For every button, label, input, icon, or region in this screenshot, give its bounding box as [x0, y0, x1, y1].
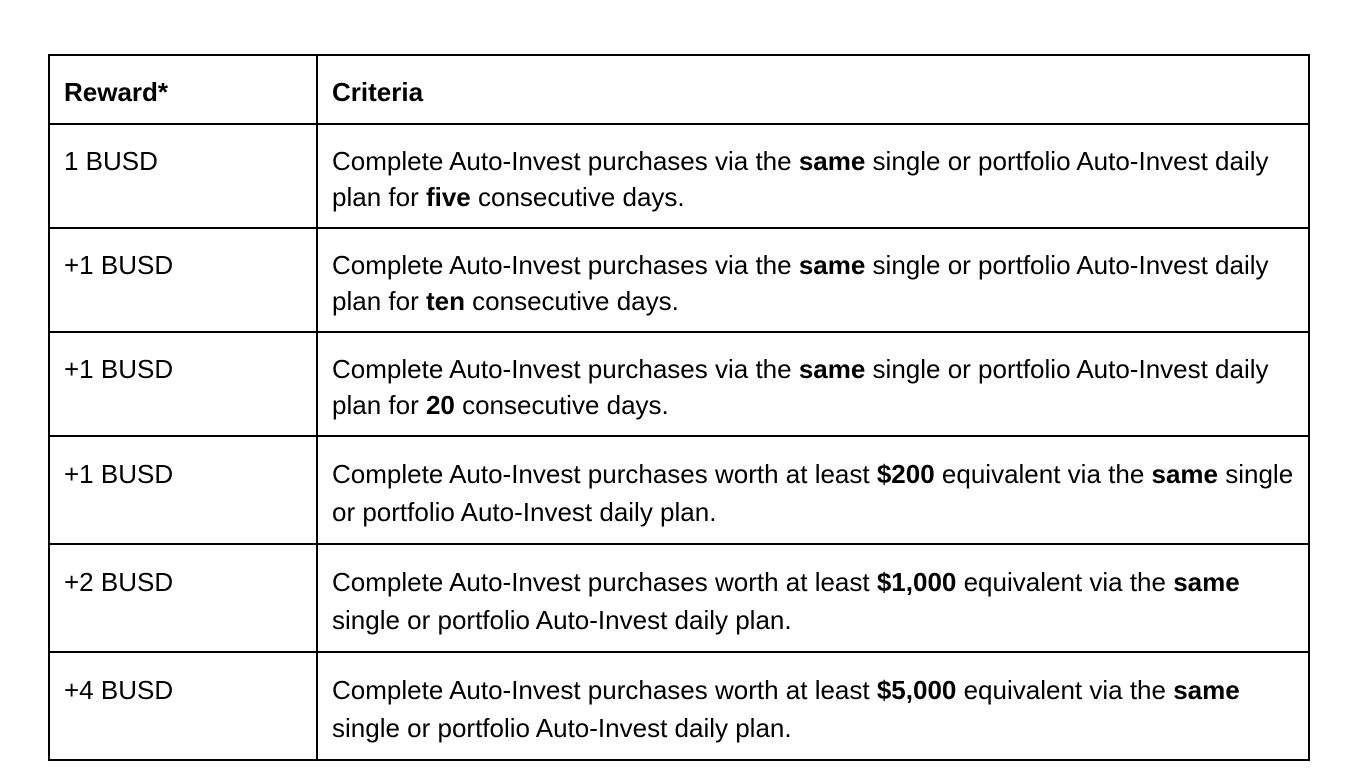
- criteria-cell: [317, 652, 1309, 760]
- criteria-emphasis: same: [798, 146, 866, 176]
- criteria-emphasis: $5,000: [876, 675, 957, 705]
- criteria-text: Complete Auto-Invest purchases via the: [332, 250, 799, 280]
- criteria-text: equivalent via the: [956, 675, 1174, 705]
- criteria-emphasis: $200: [876, 459, 935, 489]
- criteria-text: Complete Auto-Invest purchases worth at least: [332, 567, 877, 597]
- criteria-cell: [317, 228, 1309, 332]
- criteria-cell: [317, 544, 1309, 652]
- table-body: [49, 124, 1309, 760]
- criteria-emphasis: ten: [425, 286, 465, 316]
- table-row: [49, 124, 1309, 228]
- criteria-text: single or portfolio Auto-Invest daily plan for: [332, 146, 1269, 212]
- criteria-emphasis: five: [425, 182, 471, 212]
- criteria-cell: [317, 124, 1309, 228]
- criteria-emphasis: same: [1151, 459, 1218, 489]
- criteria-emphasis: same: [798, 354, 866, 384]
- table-row: [49, 652, 1309, 760]
- reward-cell: +4 BUSD: [49, 652, 317, 760]
- criteria-emphasis: same: [798, 250, 866, 280]
- criteria-text: consecutive days.: [464, 286, 679, 316]
- criteria-text: consecutive days.: [470, 182, 685, 212]
- criteria-text: single or portfolio Auto-Invest daily plan for: [332, 354, 1269, 420]
- criteria-cell: [317, 436, 1309, 544]
- criteria-cell: [317, 332, 1309, 436]
- criteria-text: consecutive days.: [454, 390, 669, 420]
- criteria-text: single or portfolio Auto-Invest daily plan.: [332, 459, 1294, 527]
- reward-cell: +1 BUSD: [49, 436, 317, 544]
- table-row: [49, 228, 1309, 332]
- rewards-table: [48, 54, 1310, 761]
- criteria-text: single or portfolio Auto-Invest daily plan.: [332, 713, 792, 743]
- table-header-row: [49, 55, 1309, 124]
- criteria-text: single or portfolio Auto-Invest daily plan for: [332, 250, 1269, 316]
- reward-cell: +2 BUSD: [49, 544, 317, 652]
- table-row: [49, 544, 1309, 652]
- header-criteria: Criteria: [317, 55, 1309, 124]
- criteria-text: equivalent via the: [934, 459, 1152, 489]
- criteria-text: Complete Auto-Invest purchases worth at least: [332, 459, 877, 489]
- criteria-text: single or portfolio Auto-Invest daily plan.: [332, 605, 792, 635]
- criteria-emphasis: 20: [425, 390, 455, 420]
- header-reward: Reward*: [49, 55, 317, 124]
- table-row: [49, 436, 1309, 544]
- criteria-emphasis: $1,000: [876, 567, 957, 597]
- criteria-text: Complete Auto-Invest purchases via the: [332, 354, 799, 384]
- criteria-text: Complete Auto-Invest purchases worth at least: [332, 675, 877, 705]
- reward-cell: +1 BUSD: [49, 228, 317, 332]
- criteria-emphasis: same: [1173, 675, 1240, 705]
- criteria-text: Complete Auto-Invest purchases via the: [332, 146, 799, 176]
- criteria-text: equivalent via the: [956, 567, 1174, 597]
- reward-cell: +1 BUSD: [49, 332, 317, 436]
- reward-cell: 1 BUSD: [49, 124, 317, 228]
- criteria-emphasis: same: [1173, 567, 1240, 597]
- table-row: [49, 332, 1309, 436]
